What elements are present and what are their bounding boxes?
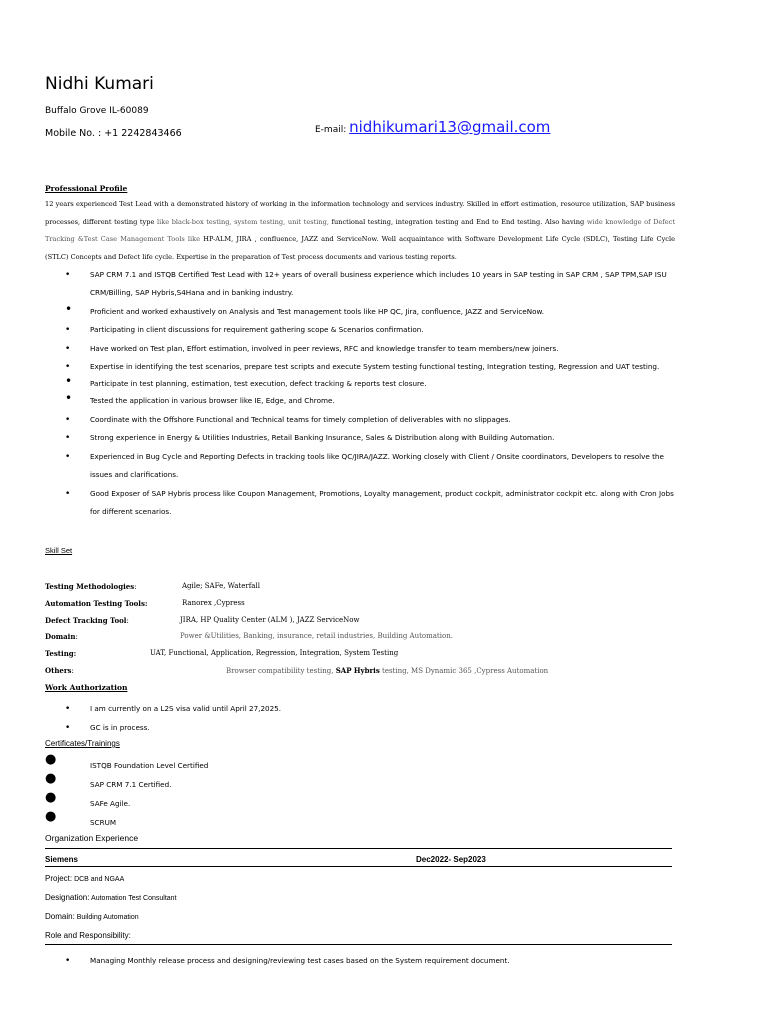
bullet-text: Coordinate with the Offshore Functional and Technical teams for timely completion of deliverables with no slippages.: [90, 415, 511, 424]
list-item: [45, 375, 675, 392]
skill-row: [45, 649, 76, 658]
bullet-icon: ●: [45, 752, 57, 767]
bullet-icon: ●: [45, 771, 57, 786]
list-item: [45, 700, 675, 719]
skill-value: Agile; SAFe, Waterfall: [182, 582, 260, 590]
role-heading: Role and Responsibility:: [45, 931, 131, 940]
bullet-icon: •: [65, 302, 73, 316]
skill-value: Ranorex ,Cypress: [182, 599, 245, 607]
list-item: [45, 485, 675, 522]
domain-value: Building Automation: [74, 914, 139, 921]
skill-label: Testing Methodologies: [45, 582, 135, 591]
divider: [45, 866, 672, 867]
bullet-icon: •: [65, 415, 71, 425]
skill-row: [45, 632, 78, 641]
bullet-text: Managing Monthly release process and designing/reviewing test cases based on the System requirement document.: [90, 956, 510, 965]
project-line: [45, 874, 124, 883]
project-label: Project:: [45, 874, 73, 883]
skill-sep: :: [134, 583, 137, 591]
skill-label: Defect Tracking Tool: [45, 616, 127, 625]
skill-value-post: testing, MS Dynamic 365 ,Cypress Automation: [379, 667, 549, 675]
list-item: [45, 809, 675, 833]
domain-label: Domain:: [45, 912, 75, 921]
certificates-list: [45, 752, 675, 833]
bullet-text: I am currently on a L2S visa valid until April 27,2025.: [90, 704, 282, 713]
bullet-text: Participating in client discussions for requirement gathering scope & Scenarios confirmation.: [90, 325, 424, 334]
skill-label: Testing:: [45, 649, 77, 658]
bullet-icon: •: [65, 325, 71, 335]
bullet-text: Strong experience in Energy & Utilities Industries, Retail Banking Insurance, Sales & Distribution along with Building Automation.: [90, 433, 555, 442]
list-item: [45, 340, 675, 358]
skill-value: JIRA, HP Quality Center (ALM ), JAZZ ServiceNow: [180, 616, 360, 624]
skill-value: UAT, Functional, Application, Regression, Integration, System Testing: [150, 649, 399, 657]
list-item: [45, 752, 675, 776]
work-auth-heading: Work Authorization: [45, 683, 128, 692]
skill-value-bold: SAP Hybris: [335, 666, 380, 675]
mobile-label: Mobile No. :: [45, 128, 102, 139]
skill-value-pre: Browser compatibility testing,: [226, 667, 336, 675]
list-item: [45, 321, 675, 340]
skill-label: Automation Testing Tools:: [45, 599, 148, 608]
profile-text-3: HP-ALM, JIRA , confluence, JAZZ and ServiceNow. Well acquaintance with Software Development Life Cycle (SDLC), Testing Life Cycle (STLC) Concepts and Defect life cycle. Expertise in the preparation of Test process documents and various testing reports.: [45, 235, 675, 261]
bullet-icon: ●: [45, 790, 57, 805]
bullet-icon: •: [65, 270, 71, 280]
mobile-line: [45, 128, 182, 139]
candidate-name: Nidhi Kumari: [45, 74, 154, 94]
list-item: [45, 771, 675, 795]
designation-label: Designation:: [45, 893, 90, 902]
bullet-icon: ●: [45, 809, 57, 824]
skill-row: [45, 599, 148, 608]
skill-label: Others: [45, 666, 72, 675]
bullet-icon: •: [65, 452, 71, 462]
email-link[interactable]: nidhikumari13@gmail.com: [349, 118, 551, 136]
skill-sep: :: [75, 633, 78, 641]
skill-row: [45, 616, 129, 625]
list-item: [45, 392, 675, 411]
skill-label: Domain: [45, 632, 76, 641]
skill-sep: :: [126, 617, 129, 625]
bullet-icon: •: [65, 723, 71, 733]
divider: [45, 848, 672, 849]
list-item: [45, 266, 675, 303]
email-label: E-mail:: [315, 125, 350, 135]
employment-period: Dec2022- Sep2023: [416, 855, 486, 864]
bullet-text: Experienced in Bug Cycle and Reporting Defects in tracking tools like QC/JIRA/JAZZ. Working closely with Client / Onsite coordinators, Developers to resolve the issues and clarifications.: [90, 452, 664, 479]
profile-bullets: [45, 266, 675, 522]
bullet-text: Good Exposer of SAP Hybris process like Coupon Management, Promotions, Loyalty management, product cockpit, administrator cockpit etc. along with Cron Jobs for different scenarios.: [90, 489, 674, 516]
bullet-icon: •: [65, 391, 73, 405]
bullet-icon: •: [65, 362, 71, 372]
company-name: Siemens: [45, 855, 78, 864]
bullet-text: SAFe Agile.: [90, 799, 131, 808]
skill-row: [45, 582, 137, 591]
bullet-text: Tested the application in various browser like IE, Edge, and Chrome.: [90, 396, 335, 405]
divider: [45, 944, 672, 945]
bullet-text: Proficient and worked exhaustively on Analysis and Test management tools like HP QC, Jira, confluence, JAZZ and ServiceNow.: [90, 307, 544, 316]
domain-line: [45, 912, 139, 921]
skill-sep: :: [71, 667, 74, 675]
bullet-icon: •: [65, 489, 71, 499]
skill-value: [226, 666, 548, 675]
address: Buffalo Grove IL-60089: [45, 106, 149, 116]
profile-text-grey-2: wide knowledge of Defect Tracking &Test Case Management Tools like: [45, 217, 675, 243]
skills-heading: Skill Set: [45, 546, 73, 555]
list-item: [45, 411, 675, 429]
designation-line: [45, 893, 177, 902]
experience-heading: Organization Experience: [45, 833, 139, 843]
profile-heading: Professional Profile: [45, 184, 128, 193]
bullet-text: SAP CRM 7.1 and ISTQB Certified Test Lead with 12+ years of overall business experience which includes 10 years in SAP testing in SAP CRM , SAP TPM,SAP ISU CRM/Billing, SAP Hybris,S4Hana and in banking industry.: [90, 270, 667, 297]
list-item: [45, 429, 675, 448]
profile-text-1: 12 years experienced Test Lead with a demonstrated history of working in the information technology and services industry. Skilled in effort estimation, resource utilization, SAP business processes, different testing type: [45, 200, 675, 226]
bullet-text: Participate in test planning, estimation, test execution, defect tracking & reports test closure.: [90, 379, 427, 388]
bullet-text: SCRUM: [90, 818, 117, 827]
bullet-text: ISTQB Foundation Level Certified: [90, 761, 209, 770]
bullet-icon: •: [65, 956, 71, 966]
project-value: DCB and NGAA: [72, 876, 125, 883]
profile-text-grey-1: like black-box testing, system testing, unit testing,: [156, 217, 329, 226]
list-item: [45, 303, 675, 321]
bullet-text: GC is in process.: [90, 723, 150, 732]
profile-text-2: functional testing, integration testing and End to End testing. Also having: [328, 217, 587, 226]
bullet-icon: •: [65, 344, 71, 354]
bullet-text: Expertise in identifying the test scenarios, prepare test scripts and execute System testing functional testing, Integration testing, Regression and UAT testing.: [90, 362, 660, 371]
designation-value: Automation Test Consultant: [89, 895, 177, 902]
list-item: [45, 719, 675, 738]
bullet-icon: •: [65, 433, 71, 443]
bullet-icon: •: [65, 704, 71, 714]
list-item: [45, 952, 675, 970]
mobile-number: +1 2242843466: [101, 128, 182, 139]
bullet-icon: •: [65, 374, 73, 388]
profile-paragraph: [45, 196, 675, 266]
skill-value: Power &Utilities, Banking, insurance, retail industries, Building Automation.: [180, 632, 453, 640]
bullet-text: SAP CRM 7.1 Certified.: [90, 780, 172, 789]
email-line: [315, 118, 550, 136]
work-auth-list: [45, 700, 675, 738]
certificates-heading: Certificates/Trainings: [45, 739, 120, 748]
list-item: [45, 790, 675, 814]
bullet-text: Have worked on Test plan, Effort estimation, involved in peer reviews, RFC and knowledge transfer to team members/new joiners.: [90, 344, 559, 353]
skill-row: [45, 666, 74, 675]
role-list: [45, 952, 675, 970]
list-item: [45, 448, 675, 485]
list-item: [45, 358, 675, 375]
